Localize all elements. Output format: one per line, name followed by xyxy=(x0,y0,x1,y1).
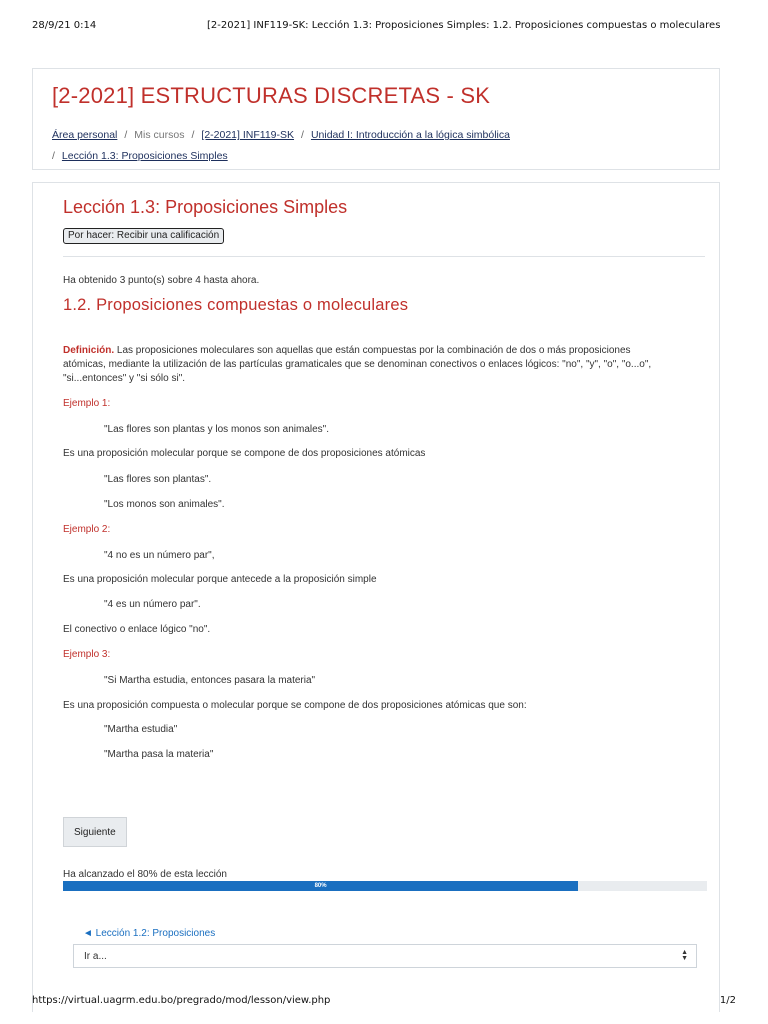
example1-label: Ejemplo 1: xyxy=(63,398,111,409)
breadcrumb-separator: / xyxy=(301,129,304,141)
breadcrumb-course-link[interactable]: [2-2021] INF119-SK xyxy=(201,129,295,141)
section-title: 1.2. Proposiciones compuestas o moleculares xyxy=(63,296,409,314)
example2-atomic: "4 es un número par". xyxy=(104,599,201,610)
progress-bar-fill: 80% xyxy=(63,881,578,891)
lesson-content xyxy=(32,182,720,1012)
example3-label: Ejemplo 3: xyxy=(63,649,111,660)
print-date: 28/9/21 0:14 xyxy=(32,20,97,31)
previous-lesson-link[interactable]: ◄ Lección 1.2: Proposiciones xyxy=(83,928,216,939)
example1-statement: "Las flores son plantas y los monos son animales". xyxy=(104,424,329,435)
example3-explanation: Es una proposición compuesta o molecular porque se compone de dos proposiciones atómicas que son: xyxy=(63,700,527,711)
lesson-title: Lección 1.3: Proposiciones Simples xyxy=(63,197,348,217)
course-title: [2-2021] ESTRUCTURAS DISCRETAS - SK xyxy=(52,83,491,108)
print-url: https://virtual.uagrm.edu.bo/pregrado/mod/lesson/view.php xyxy=(32,995,331,1006)
print-page-number: 1/2 xyxy=(719,995,736,1006)
progress-bar xyxy=(63,881,707,891)
example2-statement: "4 no es un número par", xyxy=(104,550,215,561)
divider xyxy=(63,256,705,257)
breadcrumb xyxy=(52,125,702,167)
jump-to-select[interactable] xyxy=(73,944,697,968)
example3-statement: "Si Martha estudia, entonces pasara la materia" xyxy=(104,675,316,686)
example2-explanation: Es una proposición molecular porque antecede a la proposición simple xyxy=(63,574,377,585)
breadcrumb-lesson-link[interactable]: Lección 1.3: Proposiciones Simples xyxy=(61,150,228,162)
example3-atomic1: "Martha estudia" xyxy=(104,724,178,735)
course-header xyxy=(32,68,720,170)
example2-label: Ejemplo 2: xyxy=(63,524,111,535)
breadcrumb-home-link[interactable]: Área personal xyxy=(52,129,118,141)
todo-badge: Por hacer: Recibir una calificación xyxy=(63,228,224,244)
example1-atomic2: "Los monos son animales". xyxy=(104,499,225,510)
example1-atomic1: "Las flores son plantas". xyxy=(104,474,212,485)
example3-atomic2: "Martha pasa la materia" xyxy=(104,749,214,760)
next-button[interactable]: Siguiente xyxy=(63,817,127,847)
example2-connective: El conectivo o enlace lógico "no". xyxy=(63,624,211,635)
breadcrumb-my-courses: Mis cursos xyxy=(134,129,185,141)
breadcrumb-separator: / xyxy=(52,150,55,162)
definition-text: Las proposiciones moleculares son aquellas que están compuestas por la combinación de dos o más proposiciones atómicas, mediante la utilización de las partículas gramaticales que se denominan conectivos o enlaces lógicos: "no", "y", "o", "o...o", "si...entonces" y "si sólo si". xyxy=(63,345,652,384)
progress-label: Ha alcanzado el 80% de esta lección xyxy=(63,869,227,880)
example1-explanation: Es una proposición molecular porque se compone de dos proposiciones atómicas xyxy=(63,448,426,459)
breadcrumb-separator: / xyxy=(124,129,128,141)
print-title: [2-2021] INF119-SK: Lección 1.3: Proposiciones Simples: 1.2. Proposiciones compuestas o moleculares xyxy=(207,20,721,31)
select-arrows-icon: ▲ ▼ xyxy=(681,949,688,962)
jump-to-select-value: Ir a... xyxy=(84,950,107,962)
breadcrumb-separator: / xyxy=(191,129,195,141)
definition-paragraph xyxy=(63,344,673,386)
definition-label: Definición. xyxy=(63,345,115,356)
score-text: Ha obtenido 3 punto(s) sobre 4 hasta ahora. xyxy=(63,275,260,286)
breadcrumb-unit-link[interactable]: Unidad I: Introducción a la lógica simbólica xyxy=(310,129,510,141)
